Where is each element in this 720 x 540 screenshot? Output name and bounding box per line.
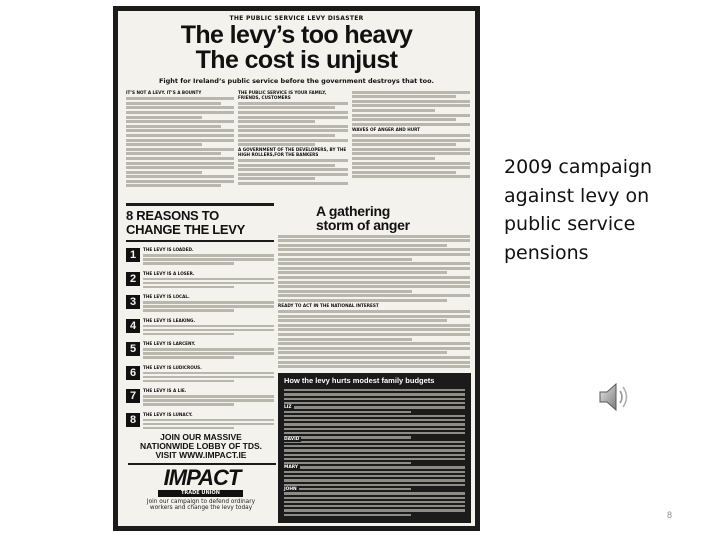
poster-column-2 bbox=[238, 89, 348, 201]
reason-text-line bbox=[143, 301, 274, 304]
poster-content bbox=[118, 11, 475, 526]
family-name: DAVID bbox=[284, 437, 300, 442]
family-budgets-text-line bbox=[284, 419, 465, 421]
family-budgets-text-line bbox=[284, 389, 465, 391]
reason-text-line bbox=[143, 286, 234, 289]
family-budgets-text-line bbox=[284, 488, 411, 490]
reason-text-line bbox=[143, 278, 274, 281]
campaign-line-2: workers and change the levy today bbox=[149, 505, 253, 512]
reason-number: 5 bbox=[126, 342, 140, 356]
reason-number: 8 bbox=[126, 413, 140, 427]
family-budgets-text-line bbox=[284, 398, 465, 400]
reason-item bbox=[126, 341, 274, 359]
reasons-rule bbox=[126, 203, 274, 206]
family-budgets-text-line bbox=[284, 462, 411, 464]
poster-kicker: THE PUBLIC SERVICE LEVY DISASTER bbox=[229, 15, 364, 22]
gathering-body bbox=[278, 233, 470, 368]
family-budgets-text-line bbox=[284, 393, 465, 395]
poster-column-1 bbox=[126, 89, 234, 201]
impact-logo: IMPACT bbox=[163, 465, 241, 490]
reason-text-line bbox=[143, 427, 234, 430]
reasons-title-line-1: 8 REASONS TO bbox=[126, 208, 219, 223]
family-budgets-text-line bbox=[284, 445, 465, 447]
family-name: JOHN bbox=[284, 487, 297, 492]
reason-text-line bbox=[143, 372, 274, 375]
page-number: 8 bbox=[667, 510, 673, 520]
reason-text-line bbox=[143, 262, 234, 265]
ready-heading: READY TO ACT IN THE NATIONAL INTEREST bbox=[278, 302, 379, 308]
reason-number: 4 bbox=[126, 319, 140, 333]
caption-line-4: pensions bbox=[504, 241, 589, 264]
family-budgets-text-line bbox=[284, 509, 465, 511]
join-line-2: NATIONWIDE LOBBY OF TDS. bbox=[140, 441, 262, 451]
family-budgets-text-line bbox=[284, 466, 465, 468]
reason-item bbox=[126, 271, 274, 289]
reason-text-line bbox=[143, 399, 274, 402]
family-name: MARY bbox=[284, 465, 299, 470]
reason-number: 6 bbox=[126, 366, 140, 380]
family-budgets-text-line bbox=[284, 458, 465, 460]
trade-union-label: TRADE UNION bbox=[158, 490, 243, 497]
reason-number: 7 bbox=[126, 389, 140, 403]
poster-headline-2: The cost is unjust bbox=[195, 46, 398, 74]
poster-headline-1: The levy’s too heavy bbox=[180, 21, 413, 49]
family-name: LIZ bbox=[284, 405, 292, 410]
family-budgets-text-line bbox=[284, 436, 411, 438]
caption-line-2: against levy on bbox=[504, 184, 650, 207]
reasons-title-line-2: CHANGE THE LEVY bbox=[126, 222, 246, 237]
poster-column-3 bbox=[352, 89, 470, 201]
reason-text-line bbox=[143, 403, 234, 406]
reason-text-line bbox=[143, 376, 274, 379]
family-budgets-text-line bbox=[284, 501, 465, 503]
family-budgets-text-line bbox=[284, 402, 465, 404]
family-budgets-text-line bbox=[284, 415, 465, 417]
reason-title: THE LEVY IS LARCENY. bbox=[143, 341, 196, 346]
reason-text-line bbox=[143, 254, 274, 257]
reason-item bbox=[126, 294, 274, 312]
reason-item bbox=[126, 318, 274, 336]
reason-title: THE LEVY IS LOADED. bbox=[143, 247, 194, 252]
reason-number: 3 bbox=[126, 295, 140, 309]
gathering-line-2: storm of anger bbox=[316, 217, 410, 233]
reason-number: 1 bbox=[126, 248, 140, 262]
family-budgets-text-line bbox=[284, 428, 465, 430]
reason-item bbox=[126, 388, 274, 406]
family-budgets-text-line bbox=[284, 454, 465, 456]
reason-text-line bbox=[143, 419, 274, 422]
reason-text-line bbox=[143, 423, 274, 426]
reason-number: 2 bbox=[126, 272, 140, 286]
caption-line-3: public service bbox=[504, 213, 636, 235]
reason-text-line bbox=[143, 329, 274, 332]
family-budgets-text-line bbox=[284, 432, 465, 434]
join-line-3: VISIT WWW.IMPACT.IE bbox=[155, 450, 247, 460]
family-budgets-text-line bbox=[284, 514, 411, 516]
campaign-tagline bbox=[124, 499, 278, 512]
family-budgets-text-line bbox=[284, 479, 465, 481]
reason-title: THE LEVY IS LUDICROUS. bbox=[143, 364, 202, 370]
family-budgets-text-line bbox=[284, 505, 465, 507]
reason-text-line bbox=[143, 309, 234, 312]
reason-title: THE LEVY IS LEAKING. bbox=[143, 317, 196, 323]
reason-text-line bbox=[143, 305, 274, 308]
family-budgets-text-line bbox=[284, 497, 465, 499]
gathering-line-1: A gathering bbox=[316, 203, 390, 219]
family-budgets-text-line bbox=[284, 406, 465, 408]
family-budgets-title: How the levy hurts modest family budgets bbox=[284, 376, 435, 385]
family-budgets-text-line bbox=[284, 423, 465, 425]
reason-text-line bbox=[143, 356, 234, 359]
reason-text-line bbox=[143, 348, 274, 351]
reason-item bbox=[126, 412, 274, 430]
reason-text-line bbox=[143, 380, 234, 383]
family-budgets-text-line bbox=[284, 411, 411, 413]
family-budgets-text-line bbox=[284, 471, 465, 473]
levy-poster bbox=[113, 6, 480, 531]
reason-title: THE LEVY IS LUNACY. bbox=[143, 411, 193, 417]
col2-heading: THE PUBLIC SERVICE IS YOUR FAMILY, FRIENDS, CUSTOMERS bbox=[238, 90, 327, 100]
reason-text-line bbox=[143, 325, 274, 328]
reason-text-line bbox=[143, 352, 274, 355]
campaign-line-1: Join our campaign to defend ordinary bbox=[146, 499, 256, 505]
family-budgets-text-line bbox=[284, 484, 465, 486]
speaker-icon[interactable] bbox=[596, 380, 636, 414]
family-budgets-text-line bbox=[284, 449, 465, 451]
col2-heading-2: A GOVERNMENT OF THE DEVELOPERS, BY THE HIGH ROLLERS,FOR THE BANKERS bbox=[238, 147, 347, 157]
gathering-storm-heading bbox=[316, 204, 466, 232]
slide-caption bbox=[504, 153, 704, 267]
family-budgets-box bbox=[278, 373, 471, 523]
speaker-icon-graphic bbox=[596, 380, 636, 414]
caption-line-1: 2009 campaign bbox=[504, 156, 653, 178]
family-budgets-text-line bbox=[284, 492, 465, 494]
reasons-rule-2 bbox=[126, 240, 274, 242]
poster-subheadline: Fight for Ireland’s public service before the government destroys that too. bbox=[158, 77, 435, 85]
reasons-title bbox=[126, 209, 272, 237]
reason-title: THE LEVY IS A LOSER. bbox=[143, 270, 195, 276]
reason-text-line bbox=[143, 282, 274, 285]
reason-title: THE LEVY IS A LIE. bbox=[143, 388, 187, 393]
col3-heading: WAVES OF ANGER AND HURT bbox=[352, 126, 421, 132]
reason-item bbox=[126, 365, 274, 383]
reason-text-line bbox=[143, 333, 234, 336]
family-budgets-text-line bbox=[284, 441, 465, 443]
reason-text-line bbox=[143, 258, 274, 261]
family-budgets-text-line bbox=[284, 475, 465, 477]
reason-title: THE LEVY IS LOCAL. bbox=[143, 294, 190, 299]
reason-item bbox=[126, 247, 274, 265]
join-line-1: JOIN OUR MASSIVE bbox=[160, 432, 242, 442]
reason-text-line bbox=[143, 395, 274, 398]
col1-heading: IT’S NOT A LEVY. IT’S A BOUNTY bbox=[126, 90, 202, 95]
join-lobby-block bbox=[126, 433, 276, 460]
